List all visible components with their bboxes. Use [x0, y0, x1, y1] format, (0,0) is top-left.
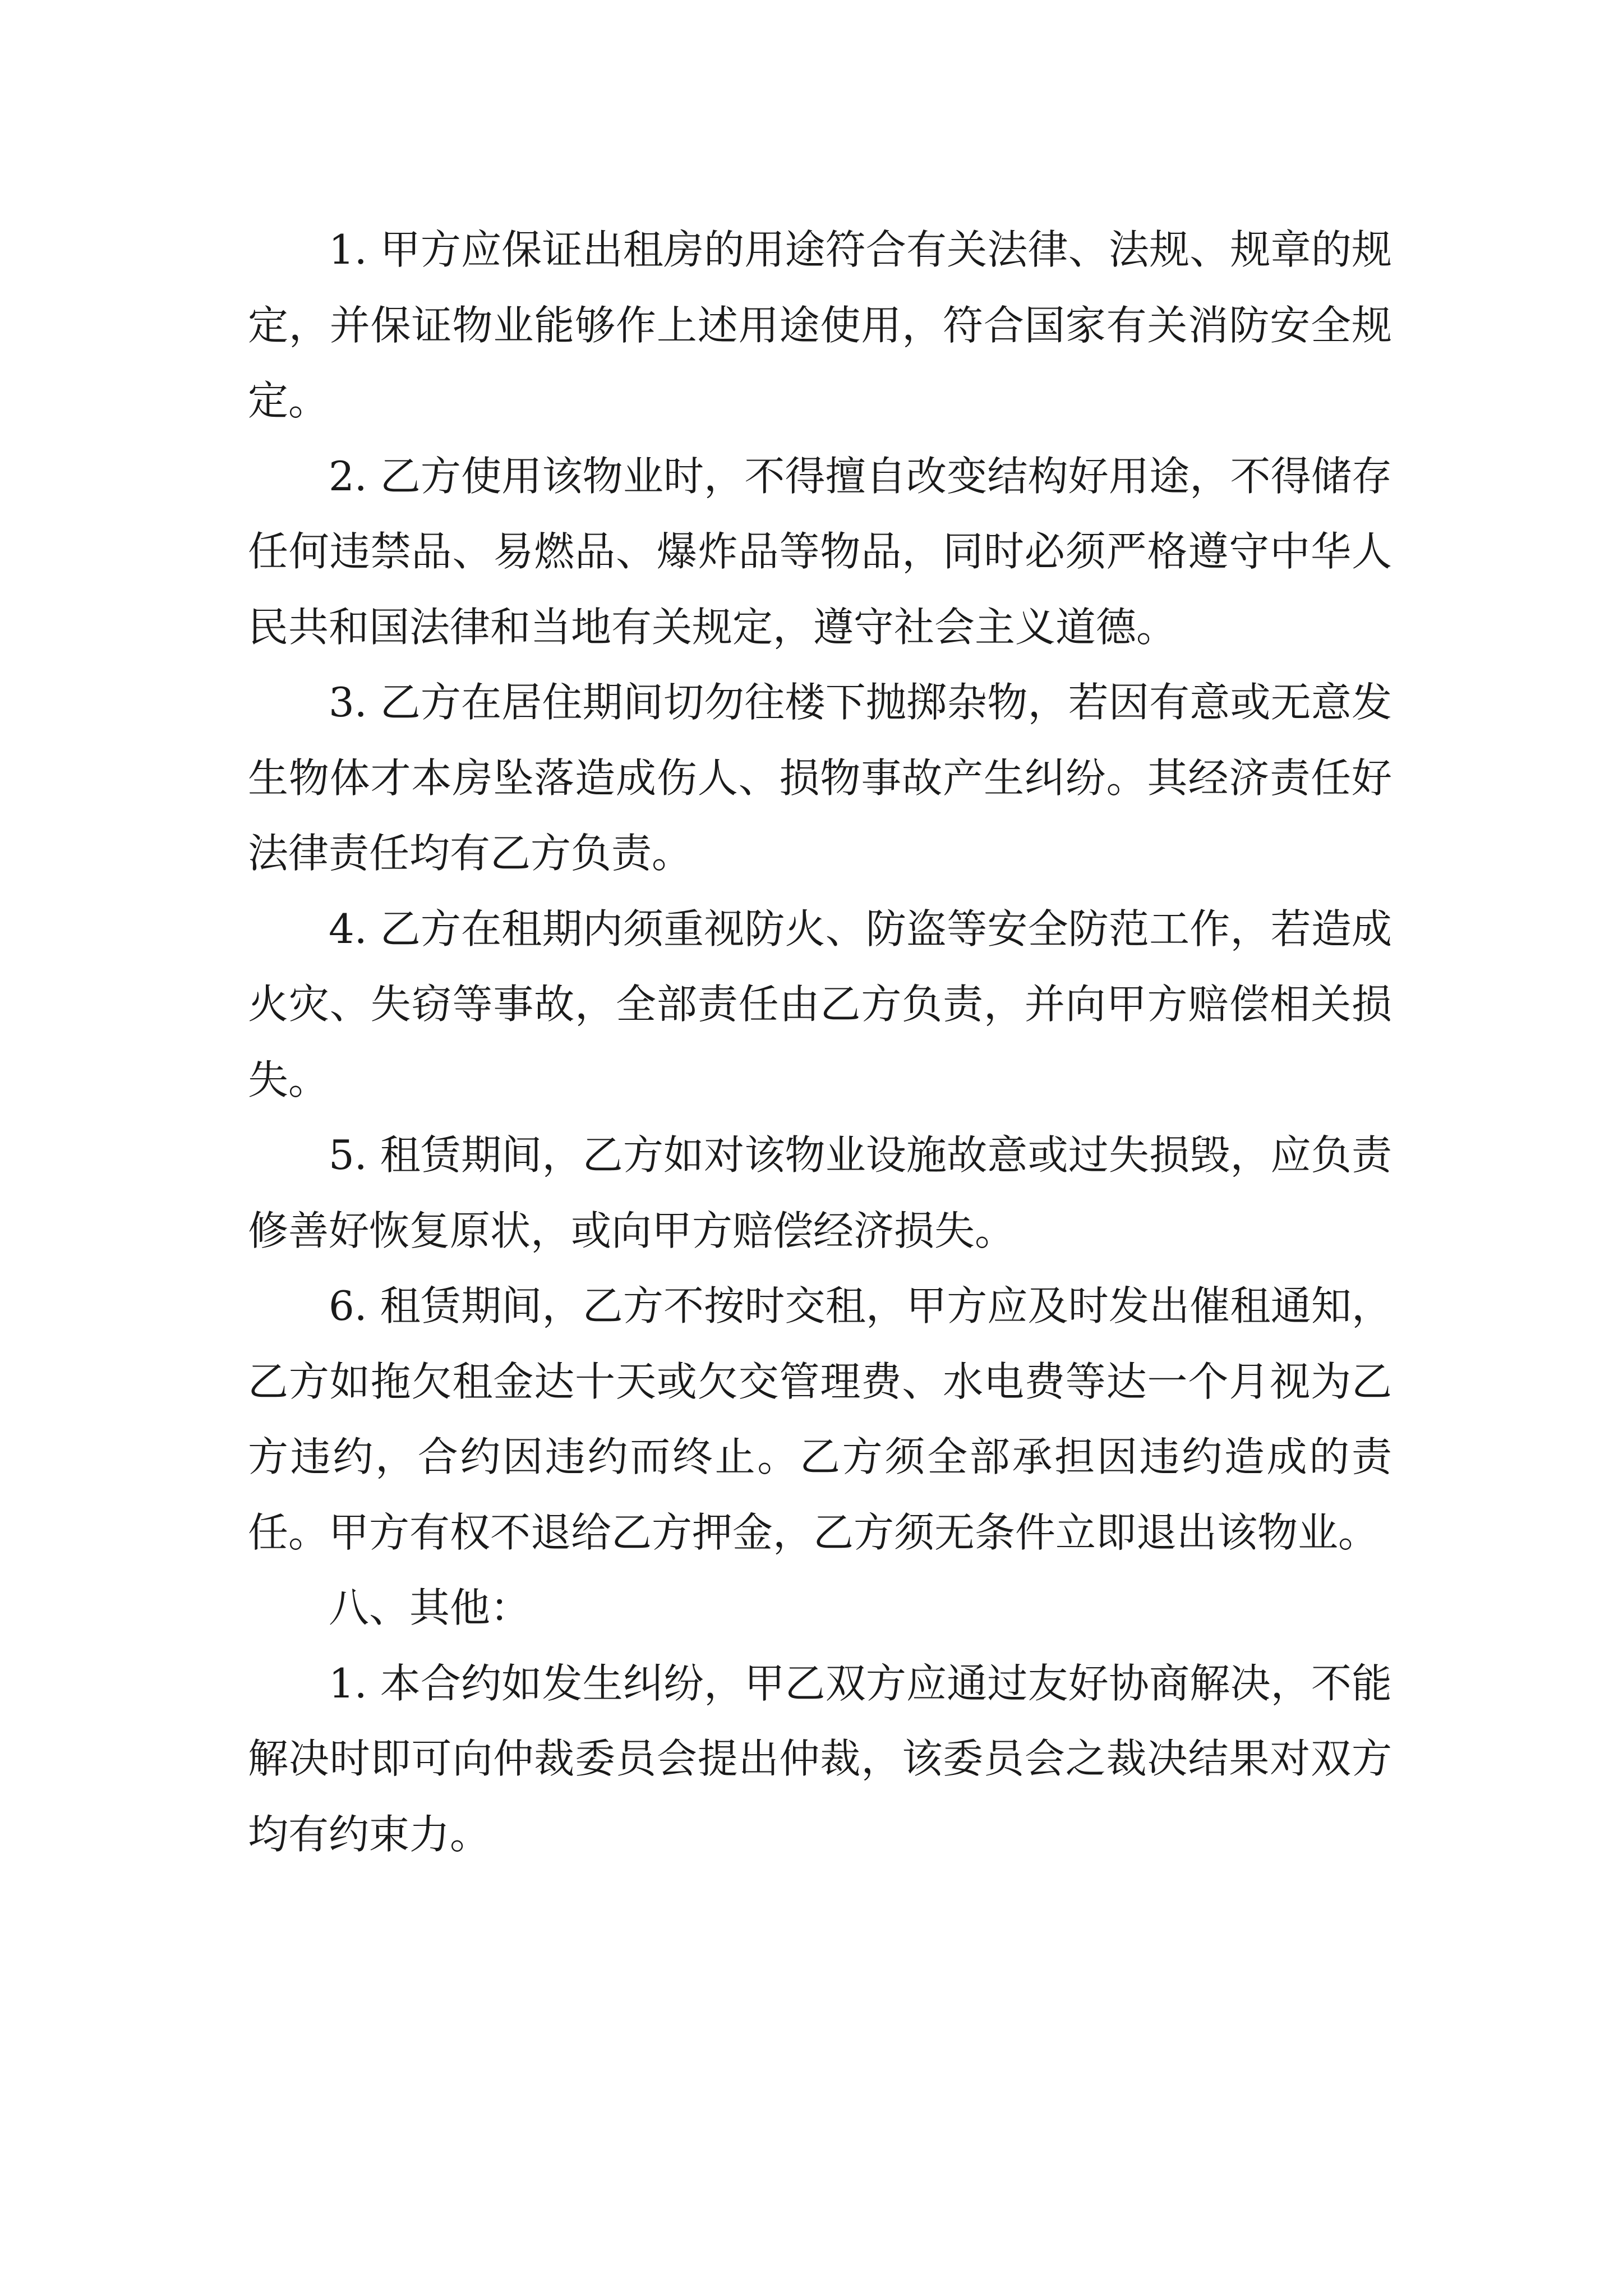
clause-paragraph: 1. 本合约如发生纠纷，甲乙双方应通过友好协商解决，不能解决时即可向仲裁委员会提出仲裁，该委员会之裁决结果对双方均有约束力。: [248, 1659, 1392, 1858]
clause-paragraph: 6. 租赁期间，乙方不按时交租，甲方应及时发出催租通知，乙方如拖欠租金达十天或欠交管理费、水电费等达一个月视为乙方违约，合约因违约而终止。乙方须全部承担因违约造成的责任。甲方有权不退给乙方押金，乙方须无条件立即退出该物业。: [248, 1282, 1392, 1556]
clause-paragraph: 5. 租赁期间，乙方如对该物业设施故意或过失损毁，应负责修善好恢复原状，或向甲方赔偿经济损失。: [248, 1131, 1392, 1254]
document-body: [248, 212, 1392, 1872]
section-heading: 八、其他：: [329, 1584, 531, 1631]
clause-paragraph: 4. 乙方在租期内须重视防火、防盗等安全防范工作，若造成火灾、失窃等事故，全部责任由乙方负责，并向甲方赔偿相关损失。: [248, 905, 1392, 1103]
clause-paragraph: 3. 乙方在居住期间切勿往楼下抛掷杂物，若因有意或无意发生物体才本房坠落造成伤人、损物事故产生纠纷。其经济责任好法律责任均有乙方负责。: [248, 679, 1392, 877]
clause-paragraph: 1. 甲方应保证出租房的用途符合有关法律、法规、规章的规定，并保证物业能够作上述用途使用，符合国家有关消防安全规定。: [248, 226, 1392, 424]
clause-paragraph: 2. 乙方使用该物业时，不得擅自改变结构好用途，不得储存任何违禁品、易燃品、爆炸品等物品，同时必须严格遵守中华人民共和国法律和当地有关规定，遵守社会主义道德。: [248, 452, 1392, 651]
